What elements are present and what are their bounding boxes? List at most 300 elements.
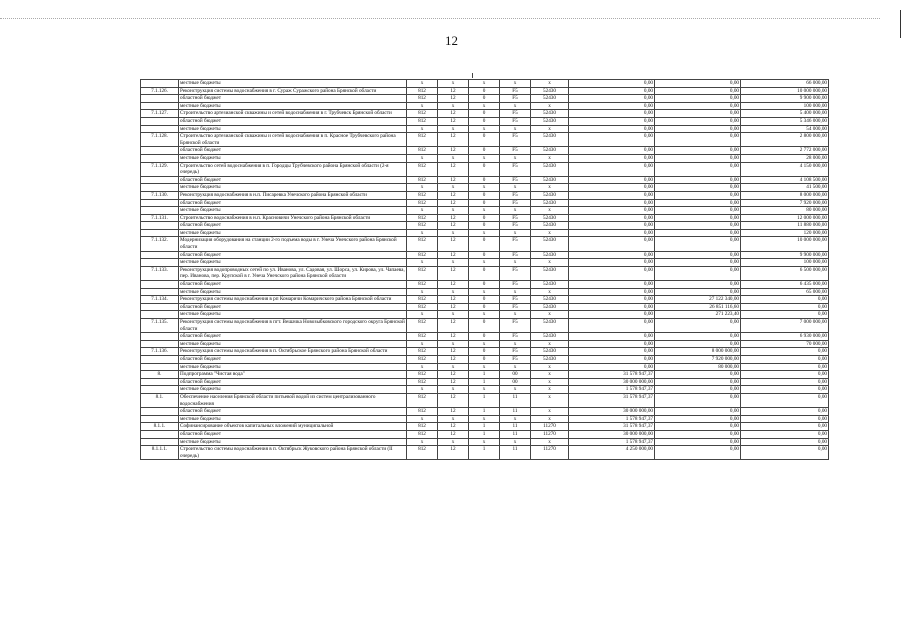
code-cs: x	[500, 229, 531, 237]
value-year-2: 0,00	[655, 125, 741, 133]
code-rz: 12	[438, 296, 469, 304]
table-row	[141, 184, 829, 192]
code-vr: 52430	[531, 162, 569, 176]
row-number: 7.1.135.	[141, 319, 179, 333]
code-rz: x	[438, 184, 469, 192]
code-cs: F5	[500, 296, 531, 304]
value-year-2: 0,00	[655, 333, 741, 341]
code-pr: x	[469, 154, 500, 162]
value-year-2: 26 851 116,60	[655, 303, 741, 311]
table-row	[141, 199, 829, 207]
value-year-2: 0,00	[655, 251, 741, 259]
value-year-3: 0,00	[741, 371, 829, 379]
value-year-2: 0,00	[655, 288, 741, 296]
code-vr: x	[531, 311, 569, 319]
value-year-2: 0,00	[655, 408, 741, 416]
code-pr: 0	[469, 303, 500, 311]
code-cs: F5	[500, 237, 531, 251]
value-year-3: 0,00	[741, 393, 829, 407]
row-name: областной бюджет	[179, 430, 407, 438]
code-gr: 812	[407, 296, 438, 304]
table-row	[141, 214, 829, 222]
code-vr: 52430	[531, 117, 569, 125]
row-number	[141, 207, 179, 215]
row-number	[141, 229, 179, 237]
code-cs: 00	[500, 378, 531, 386]
table-row	[141, 259, 829, 267]
value-year-2: 0,00	[655, 147, 741, 155]
value-year-1: 0,00	[569, 340, 655, 348]
value-year-1: 0,00	[569, 191, 655, 199]
code-cs: F5	[500, 162, 531, 176]
value-year-1: 0,00	[569, 303, 655, 311]
code-cs: x	[500, 102, 531, 110]
code-gr: 812	[407, 87, 438, 95]
row-number	[141, 222, 179, 230]
value-year-3: 11 880 000,00	[741, 222, 829, 230]
value-year-3: 0,00	[741, 423, 829, 431]
value-year-1: 30 000 000,00	[569, 378, 655, 386]
code-rz: x	[438, 311, 469, 319]
row-number	[141, 176, 179, 184]
row-name: местные бюджеты	[179, 438, 407, 446]
code-gr: 812	[407, 110, 438, 118]
code-cs: 11	[500, 446, 531, 460]
code-pr: 0	[469, 162, 500, 176]
value-year-1: 0,00	[569, 288, 655, 296]
value-year-3: 100 000,00	[741, 259, 829, 267]
code-cs: F5	[500, 199, 531, 207]
table-row	[141, 333, 829, 341]
code-rz: 12	[438, 87, 469, 95]
code-pr: x	[469, 229, 500, 237]
code-gr: 812	[407, 423, 438, 431]
code-rz: 12	[438, 176, 469, 184]
row-name: Реконструкция водоснабжения в н.п. Писаревка Унечского района Брянской области	[179, 191, 407, 199]
code-cs: F5	[500, 319, 531, 333]
code-vr: x	[531, 378, 569, 386]
code-vr: x	[531, 102, 569, 110]
code-gr: 812	[407, 333, 438, 341]
value-year-3: 10 000 000,00	[741, 237, 829, 251]
table-row	[141, 147, 829, 155]
table-row	[141, 386, 829, 394]
value-year-2: 0,00	[655, 222, 741, 230]
code-vr: 52430	[531, 266, 569, 280]
value-year-2: 8 000 000,00	[655, 348, 741, 356]
code-gr: x	[407, 207, 438, 215]
row-name: местные бюджеты	[179, 386, 407, 394]
row-number	[141, 147, 179, 155]
value-year-3: 54 000,00	[741, 125, 829, 133]
code-cs: x	[500, 363, 531, 371]
row-number	[141, 259, 179, 267]
code-rz: 12	[438, 430, 469, 438]
code-rz: x	[438, 229, 469, 237]
table-row	[141, 348, 829, 356]
value-year-1: 30 000 000,00	[569, 408, 655, 416]
row-name: Подпрограмма "Чистая вода"	[179, 371, 407, 379]
value-year-3: 7 920 000,00	[741, 199, 829, 207]
code-pr: x	[469, 125, 500, 133]
code-pr: 1	[469, 430, 500, 438]
row-name: областной бюджет	[179, 281, 407, 289]
code-rz: x	[438, 102, 469, 110]
value-year-3: 8 000 000,00	[741, 191, 829, 199]
row-name: областной бюджет	[179, 95, 407, 103]
value-year-1: 0,00	[569, 176, 655, 184]
row-name: местные бюджеты	[179, 80, 407, 88]
value-year-2: 0,00	[655, 184, 741, 192]
row-number	[141, 415, 179, 423]
code-vr: 52430	[531, 303, 569, 311]
code-pr: 0	[469, 214, 500, 222]
code-cs: F5	[500, 355, 531, 363]
budget-table-body	[141, 80, 829, 460]
code-rz: x	[438, 288, 469, 296]
value-year-3: 2 772 000,00	[741, 147, 829, 155]
code-cs: x	[500, 184, 531, 192]
row-number	[141, 408, 179, 416]
value-year-2: 0,00	[655, 229, 741, 237]
code-cs: x	[500, 125, 531, 133]
table-row	[141, 355, 829, 363]
code-cs: F5	[500, 147, 531, 155]
value-year-1: 0,00	[569, 87, 655, 95]
table-row	[141, 423, 829, 431]
code-vr: 52430	[531, 222, 569, 230]
code-gr: 812	[407, 199, 438, 207]
value-year-3: 4 108 500,00	[741, 176, 829, 184]
row-name: Реконструкция системы водоснабжения в рп Комаричи Комаричского района Брянской области	[179, 296, 407, 304]
row-number: 7.1.128.	[141, 133, 179, 147]
value-year-2: 0,00	[655, 430, 741, 438]
table-row	[141, 363, 829, 371]
value-year-1: 0,00	[569, 95, 655, 103]
code-pr: 1	[469, 393, 500, 407]
code-rz: 12	[438, 393, 469, 407]
code-gr: 812	[407, 446, 438, 460]
code-cs: x	[500, 438, 531, 446]
code-pr: x	[469, 415, 500, 423]
code-cs: F5	[500, 191, 531, 199]
value-year-2: 0,00	[655, 438, 741, 446]
code-pr: x	[469, 438, 500, 446]
value-year-1: 31 578 947,37	[569, 423, 655, 431]
code-pr: 0	[469, 266, 500, 280]
row-name: Строительство артезианской скважины и сетей водоснабжения в п. Красное Трубчевского района Брянской области	[179, 133, 407, 147]
budget-table	[140, 79, 829, 460]
row-name: Строительство артезианской скважины и сетей водоснабжения в г. Трубчевск Брянской области	[179, 110, 407, 118]
row-name: Софинансирование объектов капитальных вложений муниципальной	[179, 423, 407, 431]
row-number: 8.1.	[141, 393, 179, 407]
code-vr: 52430	[531, 133, 569, 147]
code-pr: 0	[469, 191, 500, 199]
row-name: Строительство водоснабжения в н.п. Красновичи Унечского района Брянской области	[179, 214, 407, 222]
value-year-1: 1 578 947,37	[569, 386, 655, 394]
table-row	[141, 446, 829, 460]
value-year-1: 0,00	[569, 133, 655, 147]
row-name: областной бюджет	[179, 147, 407, 155]
row-name: местные бюджеты	[179, 229, 407, 237]
code-vr: x	[531, 154, 569, 162]
code-rz: 12	[438, 191, 469, 199]
row-number	[141, 340, 179, 348]
row-name: местные бюджеты	[179, 154, 407, 162]
code-cs: 11	[500, 430, 531, 438]
code-vr: 52430	[531, 348, 569, 356]
row-name: областной бюджет	[179, 303, 407, 311]
code-rz: x	[438, 363, 469, 371]
value-year-3: 9 900 000,00	[741, 95, 829, 103]
row-number: 7.1.130.	[141, 191, 179, 199]
value-year-1: 1 578 947,37	[569, 415, 655, 423]
row-name: Реконструкция системы водоснабжения в п. Октябрьское Брянского района Брянской области	[179, 348, 407, 356]
scan-top-rule	[0, 18, 880, 19]
value-year-1: 0,00	[569, 266, 655, 280]
value-year-1: 0,00	[569, 184, 655, 192]
table-row	[141, 303, 829, 311]
row-number: 7.1.131.	[141, 214, 179, 222]
code-cs: F5	[500, 95, 531, 103]
row-number	[141, 154, 179, 162]
value-year-1: 0,00	[569, 214, 655, 222]
code-pr: 0	[469, 333, 500, 341]
table-row	[141, 125, 829, 133]
code-pr: 1	[469, 378, 500, 386]
value-year-3: 0,00	[741, 438, 829, 446]
code-vr: x	[531, 408, 569, 416]
column-tick-mark	[472, 73, 473, 78]
code-rz: 12	[438, 237, 469, 251]
code-cs: 00	[500, 371, 531, 379]
code-pr: 1	[469, 423, 500, 431]
value-year-2: 0,00	[655, 340, 741, 348]
code-rz: 12	[438, 222, 469, 230]
value-year-1: 4 250 000,00	[569, 446, 655, 460]
code-cs: x	[500, 386, 531, 394]
code-rz: x	[438, 340, 469, 348]
code-gr: x	[407, 363, 438, 371]
scan-edge-mark	[900, 10, 901, 38]
row-name: местные бюджеты	[179, 125, 407, 133]
value-year-1: 0,00	[569, 355, 655, 363]
row-name: областной бюджет	[179, 176, 407, 184]
row-number	[141, 80, 179, 88]
table-row	[141, 154, 829, 162]
row-name: областной бюджет	[179, 333, 407, 341]
code-gr: 812	[407, 222, 438, 230]
row-name: местные бюджеты	[179, 415, 407, 423]
value-year-2: 0,00	[655, 446, 741, 460]
row-number: 8.1.1.1.	[141, 446, 179, 460]
code-gr: 812	[407, 371, 438, 379]
code-pr: 1	[469, 371, 500, 379]
value-year-2: 27 122 340,00	[655, 296, 741, 304]
row-name: Реконструкция системы водоснабжения в г. Сураж Суражского района Брянской области	[179, 87, 407, 95]
code-pr: 0	[469, 222, 500, 230]
code-rz: 12	[438, 199, 469, 207]
value-year-3: 0,00	[741, 446, 829, 460]
row-name: областной бюджет	[179, 408, 407, 416]
code-pr: 0	[469, 319, 500, 333]
table-row	[141, 340, 829, 348]
code-gr: 812	[407, 251, 438, 259]
row-number	[141, 281, 179, 289]
value-year-3: 0,00	[741, 378, 829, 386]
table-row	[141, 176, 829, 184]
code-vr: 52430	[531, 110, 569, 118]
code-cs: F5	[500, 222, 531, 230]
value-year-2: 7 920 000,00	[655, 355, 741, 363]
value-year-1: 0,00	[569, 147, 655, 155]
row-name: местные бюджеты	[179, 340, 407, 348]
value-year-2: 0,00	[655, 176, 741, 184]
code-vr: 52430	[531, 319, 569, 333]
code-gr: x	[407, 125, 438, 133]
code-cs: F5	[500, 333, 531, 341]
table-row	[141, 222, 829, 230]
code-rz: 12	[438, 266, 469, 280]
code-rz: 12	[438, 355, 469, 363]
table-row	[141, 319, 829, 333]
code-gr: x	[407, 229, 438, 237]
table-row	[141, 133, 829, 147]
code-pr: x	[469, 259, 500, 267]
code-pr: x	[469, 386, 500, 394]
code-cs: F5	[500, 251, 531, 259]
code-vr: x	[531, 386, 569, 394]
code-vr: 52430	[531, 333, 569, 341]
table-row	[141, 311, 829, 319]
table-row	[141, 87, 829, 95]
code-gr: 812	[407, 348, 438, 356]
code-gr: 812	[407, 147, 438, 155]
value-year-2: 0,00	[655, 259, 741, 267]
value-year-1: 0,00	[569, 311, 655, 319]
code-rz: x	[438, 207, 469, 215]
table-row	[141, 296, 829, 304]
code-gr: x	[407, 154, 438, 162]
code-pr: x	[469, 207, 500, 215]
code-pr: 0	[469, 133, 500, 147]
code-pr: 0	[469, 95, 500, 103]
row-number	[141, 102, 179, 110]
row-number	[141, 355, 179, 363]
code-gr: x	[407, 288, 438, 296]
value-year-2: 80 000,00	[655, 363, 741, 371]
row-name: местные бюджеты	[179, 363, 407, 371]
code-pr: 0	[469, 199, 500, 207]
value-year-2: 0,00	[655, 378, 741, 386]
value-year-2: 0,00	[655, 80, 741, 88]
value-year-3: 2 800 000,00	[741, 133, 829, 147]
code-cs: F5	[500, 176, 531, 184]
code-gr: 812	[407, 176, 438, 184]
value-year-2: 0,00	[655, 199, 741, 207]
code-rz: 12	[438, 133, 469, 147]
table-row	[141, 95, 829, 103]
row-number	[141, 311, 179, 319]
code-vr: 52430	[531, 355, 569, 363]
value-year-3: 70 000,00	[741, 340, 829, 348]
row-number: 7.1.132.	[141, 237, 179, 251]
code-vr: 52430	[531, 214, 569, 222]
row-number	[141, 288, 179, 296]
code-cs: F5	[500, 348, 531, 356]
value-year-2: 0,00	[655, 154, 741, 162]
value-year-1: 0,00	[569, 117, 655, 125]
code-vr: 52430	[531, 281, 569, 289]
table-row	[141, 371, 829, 379]
code-gr: 812	[407, 133, 438, 147]
code-cs: 11	[500, 393, 531, 407]
row-number	[141, 303, 179, 311]
code-pr: 1	[469, 408, 500, 416]
code-gr: 812	[407, 393, 438, 407]
value-year-3: 5 400 000,00	[741, 110, 829, 118]
row-name: Строительство системы водоснабжения в п. Октябрьск Жуковского района Брянской области (II очередь)	[179, 446, 407, 460]
code-pr: x	[469, 340, 500, 348]
code-cs: F5	[500, 214, 531, 222]
code-cs: 11	[500, 408, 531, 416]
table-row	[141, 102, 829, 110]
row-number	[141, 199, 179, 207]
code-vr: 52430	[531, 191, 569, 199]
value-year-3: 0,00	[741, 430, 829, 438]
code-vr: x	[531, 438, 569, 446]
code-gr: 812	[407, 191, 438, 199]
row-number	[141, 95, 179, 103]
row-number: 7.1.127.	[141, 110, 179, 118]
row-number	[141, 386, 179, 394]
row-name: Модернизация оборудования на станции 2-го подъема воды в г. Унеча Унечского района Брянской области	[179, 237, 407, 251]
code-rz: 12	[438, 281, 469, 289]
table-row	[141, 80, 829, 88]
code-vr: 11270	[531, 446, 569, 460]
code-gr: x	[407, 259, 438, 267]
code-cs: F5	[500, 281, 531, 289]
value-year-3: 0,00	[741, 386, 829, 394]
value-year-3: 41 500,00	[741, 184, 829, 192]
code-vr: x	[531, 259, 569, 267]
code-cs: F5	[500, 266, 531, 280]
code-vr: 11270	[531, 423, 569, 431]
code-pr: 0	[469, 110, 500, 118]
row-name: Реконструкция системы водоснабжения в пгт. Вешачка Новозыбковского городского округа Брянской области	[180, 319, 405, 332]
value-year-1: 0,00	[569, 333, 655, 341]
value-year-2: 0,00	[655, 162, 741, 176]
code-gr: 812	[407, 237, 438, 251]
table-row	[141, 408, 829, 416]
table-row	[141, 393, 829, 407]
row-name: областной бюджет	[179, 199, 407, 207]
code-vr: 52430	[531, 87, 569, 95]
row-name: областной бюджет	[179, 378, 407, 386]
row-number: 7.1.136.	[141, 348, 179, 356]
value-year-2: 0,00	[655, 87, 741, 95]
value-year-3: 0,00	[741, 408, 829, 416]
code-rz: x	[438, 125, 469, 133]
code-cs: F5	[500, 117, 531, 125]
table-row	[141, 288, 829, 296]
code-vr: 52430	[531, 251, 569, 259]
code-gr: x	[407, 311, 438, 319]
table-row	[141, 207, 829, 215]
value-year-2: 0,00	[655, 423, 741, 431]
table-row	[141, 251, 829, 259]
row-name: областной бюджет	[179, 355, 407, 363]
